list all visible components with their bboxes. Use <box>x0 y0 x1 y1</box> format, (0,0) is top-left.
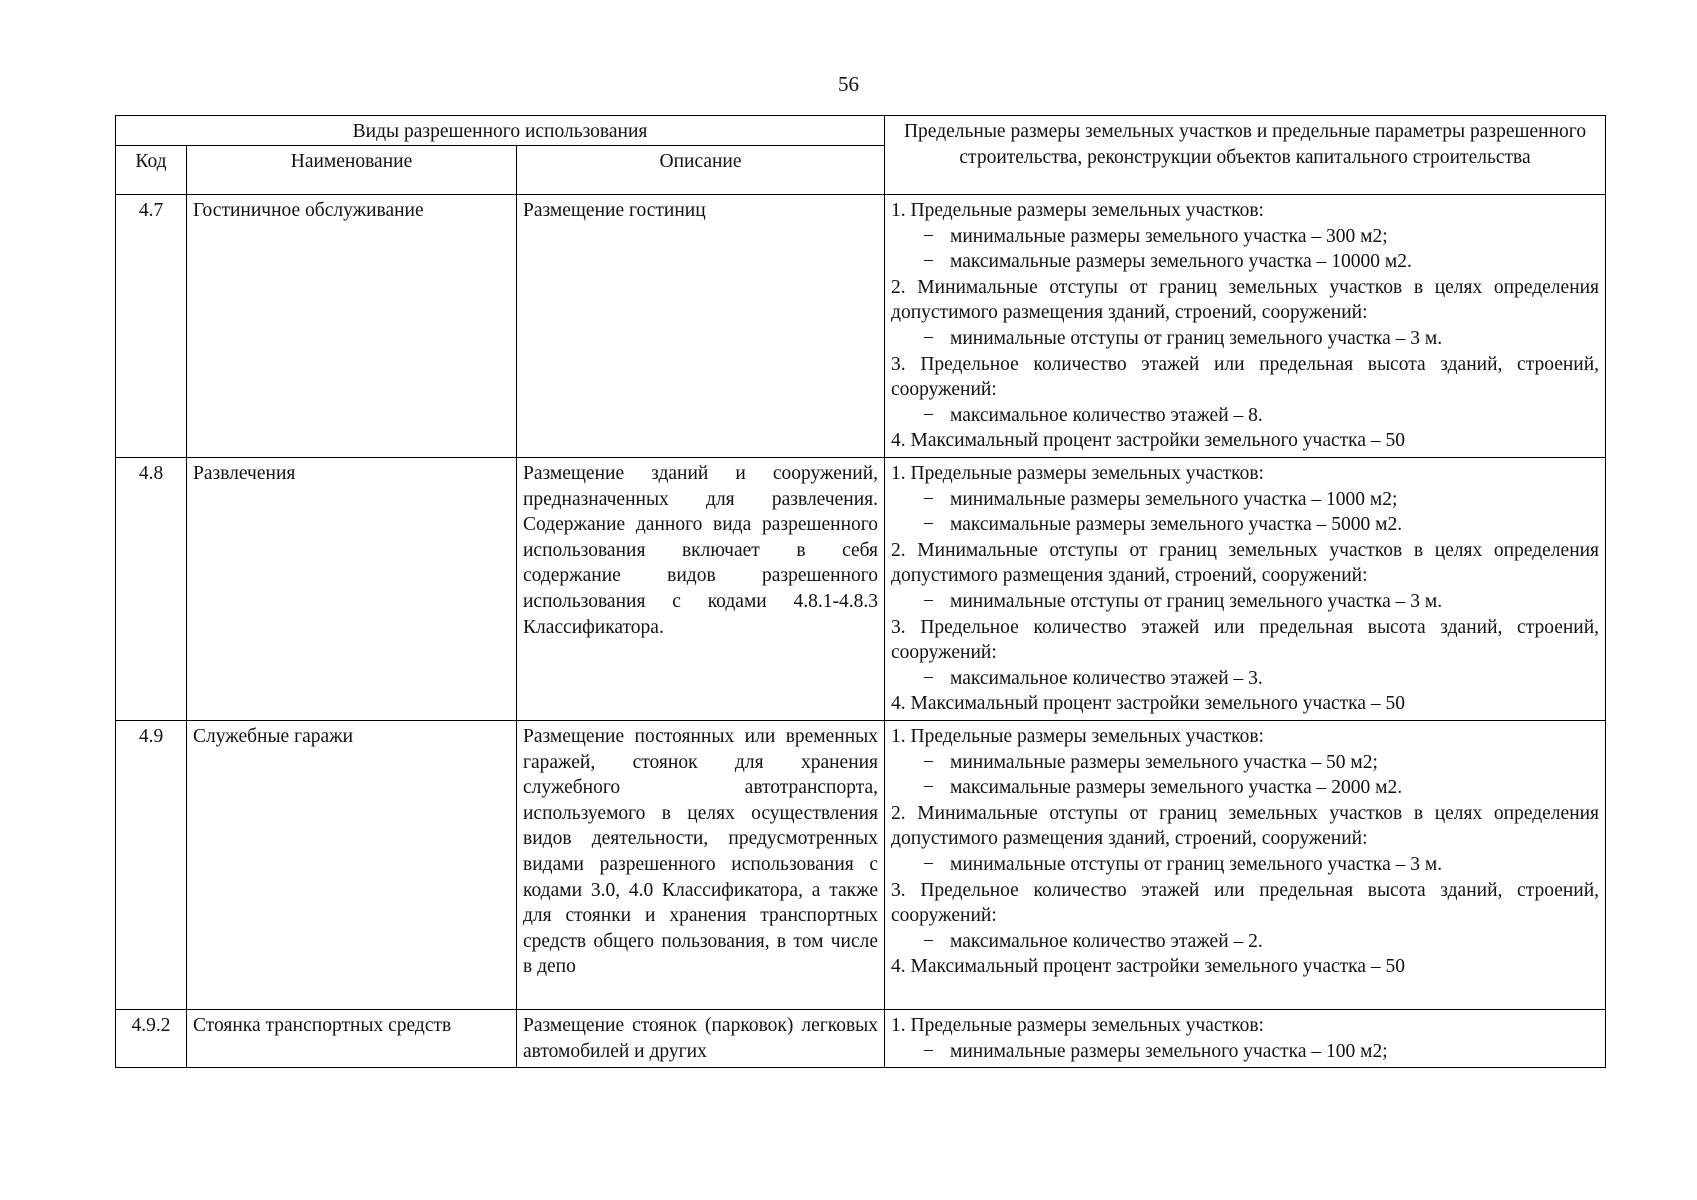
param-item: 4. Максимальный процент застройки земельного участка – 50 <box>891 956 1405 978</box>
param-item: 1. Предельные размеры земельных участков: <box>891 463 1264 484</box>
dash-bullet: − <box>923 777 935 799</box>
param-text: максимальные размеры земельного участка – 5000 м2. <box>950 514 1403 536</box>
description-cell: Размещение гостиниц <box>517 195 885 458</box>
param-dash-line <box>891 666 1599 692</box>
dash-bullet: − <box>923 853 935 875</box>
dash-bullet: − <box>923 488 935 510</box>
param-text: максимальные размеры земельного участка – 10000 м2. <box>950 251 1412 273</box>
dash-bullet: − <box>923 327 935 349</box>
param-item: 4. Максимальный процент застройки земельного участка – 50 <box>891 693 1405 715</box>
param-text: минимальные отступы от границ земельного участка – 3 м. <box>950 853 1443 875</box>
param-text: минимальные размеры земельного участка – 300 м2; <box>950 225 1388 247</box>
param-text: максимальное количество этажей – 2. <box>950 930 1263 952</box>
header-description-cell: Описание <box>517 146 885 195</box>
param-item: 2. Минимальные отступы от границ земельных участков в целях определения допустимого размещения зданий, строений, сооружений: <box>891 276 1600 324</box>
param-item: 2. Минимальные отступы от границ земельных участков в целях определения допустимого размещения зданий, строений, сооружений: <box>891 802 1600 850</box>
table-row <box>116 1010 1606 1068</box>
param-text: минимальные отступы от границ земельного участка – 3 м. <box>950 327 1443 349</box>
dash-bullet: − <box>923 667 935 689</box>
param-dash-line <box>891 249 1599 275</box>
param-dash-line <box>891 487 1599 513</box>
param-dash-line <box>891 403 1599 429</box>
param-dash-line <box>891 1039 1599 1065</box>
header-group-cell: Виды разрешенного использования <box>116 116 885 146</box>
code-cell: 4.9 <box>116 721 187 1010</box>
header-row-group <box>116 116 1606 146</box>
name-cell: Развлечения <box>187 458 517 721</box>
dash-bullet: − <box>923 930 935 952</box>
page-number: 56 <box>838 72 859 96</box>
land-use-table <box>115 115 1606 1068</box>
table-row <box>116 721 1606 1010</box>
description-cell: Размещение стоянок (парковок) легковых автомобилей и других <box>517 1010 885 1068</box>
code-cell: 4.7 <box>116 195 187 458</box>
dash-bullet: − <box>923 404 935 426</box>
param-dash-line <box>891 750 1599 776</box>
dash-bullet: − <box>923 590 935 612</box>
dash-bullet: − <box>923 251 935 273</box>
param-dash-line <box>891 775 1599 801</box>
name-cell: Служебные гаражи <box>187 721 517 1010</box>
name-cell: Гостиничное обслуживание <box>187 195 517 458</box>
header-code-cell: Код <box>116 146 187 195</box>
param-dash-line <box>891 589 1599 615</box>
param-text: максимальное количество этажей – 8. <box>950 404 1263 426</box>
param-dash-line <box>891 224 1599 250</box>
table-row <box>116 458 1606 721</box>
param-item: 3. Предельное количество этажей или предельная высота зданий, строений, сооружений: <box>891 879 1600 927</box>
params-cell <box>885 721 1606 1010</box>
param-item: 1. Предельные размеры земельных участков: <box>891 200 1264 221</box>
dash-bullet: − <box>923 751 935 773</box>
description-cell: Размещение постоянных или временных гаражей, стоянок для хранения служебного автотранспорта, используемого в целях осуществления видов деятельности, предусмотренных видами разрешенного использования с кодами 3.0, 4.0 Классификатора, а также для стоянки и хранения транспортных средств общего пользования, в том числе в депо <box>517 721 885 1010</box>
param-item: 3. Предельное количество этажей или предельная высота зданий, строений, сооружений: <box>891 616 1600 664</box>
param-text: максимальные размеры земельного участка – 2000 м2. <box>950 777 1403 799</box>
param-item: 1. Предельные размеры земельных участков: <box>891 1015 1264 1036</box>
param-dash-line <box>891 512 1599 538</box>
name-cell: Стоянка транспортных средств <box>187 1010 517 1068</box>
params-cell <box>885 195 1606 458</box>
param-text: минимальные размеры земельного участка – 50 м2; <box>950 751 1378 773</box>
header-params-cell: Предельные размеры земельных участков и предельные параметры разрешенного строительства, реконструкции объектов капитального строительства <box>885 116 1606 195</box>
param-dash-line <box>891 852 1599 878</box>
description-cell: Размещение зданий и сооружений, предназначенных для развлечения. Содержание данного вида разрешенного использования включает в себя содержание видов разрешенного использования с кодами 4.8.1-4.8.3 Классификатора. <box>517 458 885 721</box>
param-dash-line <box>891 326 1599 352</box>
param-text: минимальные отступы от границ земельного участка – 3 м. <box>950 590 1443 612</box>
header-name-cell: Наименование <box>187 146 517 195</box>
param-item: 4. Максимальный процент застройки земельного участка – 50 <box>891 430 1405 452</box>
code-cell: 4.8 <box>116 458 187 721</box>
table-row <box>116 195 1606 458</box>
param-item: 1. Предельные размеры земельных участков: <box>891 726 1264 747</box>
params-cell <box>885 458 1606 721</box>
params-cell <box>885 1010 1606 1068</box>
param-text: минимальные размеры земельного участка – 100 м2; <box>950 1040 1388 1062</box>
code-cell: 4.9.2 <box>116 1010 187 1068</box>
dash-bullet: − <box>923 225 935 247</box>
param-item: 2. Минимальные отступы от границ земельных участков в целях определения допустимого размещения зданий, строений, сооружений: <box>891 539 1600 587</box>
param-text: минимальные размеры земельного участка – 1000 м2; <box>950 488 1398 510</box>
param-dash-line <box>891 929 1599 955</box>
param-item: 3. Предельное количество этажей или предельная высота зданий, строений, сооружений: <box>891 353 1600 401</box>
param-text: максимальное количество этажей – 3. <box>950 667 1263 689</box>
dash-bullet: − <box>923 1040 935 1062</box>
dash-bullet: − <box>923 514 935 536</box>
